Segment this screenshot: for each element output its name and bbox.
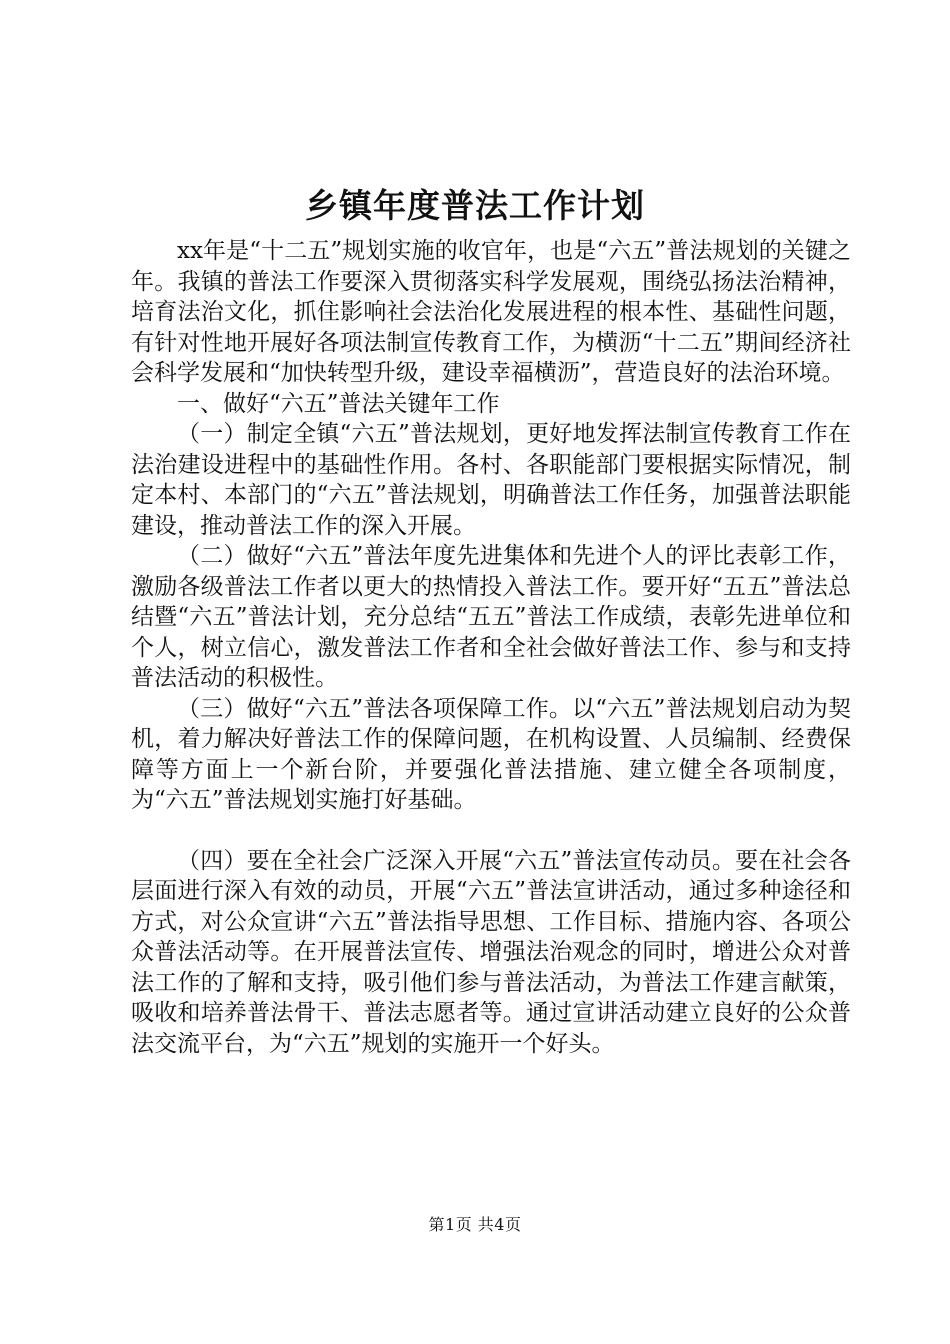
item-3-paragraph: （三）做好“六五”普法各项保障工作。以“六五”普法规划启动为契机，着力解决好普法工作的保障问题，在机构设置、人员编制、经费保障等方面上一个新台阶，并要强化普法措施、建立健全各项制度，为“六五”普法规划实施打好基础。 xyxy=(131,695,851,813)
item-2-paragraph: （二）做好“六五”普法年度先进集体和先进个人的评比表彰工作，激励各级普法工作者以更大的热情投入普法工作。要开好“五五”普法总结暨“六五”普法计划，充分总结“五五”普法工作成绩，表彰先进单位和个人，树立信心，激发普法工作者和全社会做好普法工作、参与和支持普法活动的积极性。 xyxy=(131,543,851,691)
item-1-paragraph: （一）制定全镇“六五”普法规划，更好地发挥法制宣传教育工作在法治建设进程中的基础性作用。各村、各职能部门要根据实际情况，制定本村、本部门的“六五”普法规划，明确普法工作任务，加强普法职能建设，推动普法工作的深入开展。 xyxy=(131,421,851,539)
intro-paragraph: xx年是“十二五”规划实施的收官年，也是“六五”普法规划的关键之年。我镇的普法工作要深入贯彻落实科学发展观，围绕弘扬法治精神，培育法治文化，抓住影响社会法治化发展进程的根本性、基础性问题，有针对性地开展好各项法制宣传教育工作，为横沥“十二五”期间经济社会科学发展和“加快转型升级，建设幸福横沥”，营造良好的法治环境。 xyxy=(131,238,851,386)
document-title: 乡镇年度普法工作计划 xyxy=(305,186,645,225)
item-4-paragraph: （四）要在全社会广泛深入开展“六五”普法宣传动员。要在社会各层面进行深入有效的动员，开展“六五”普法宣讲活动，通过多种途径和方式，对公众宣讲“六五”普法指导思想、工作目标、措施内容、各项公众普法活动等。在开展普法宣传、增强法治观念的同时，增进公众对普法工作的了解和支持，吸引他们参与普法活动，为普法工作建言献策，吸收和培养普法骨干、普法志愿者等。通过宣讲活动建立良好的公众普法交流平台，为“六五”规划的实施开一个好头。 xyxy=(131,847,851,1057)
page-number-footer: 第1页 共4页 xyxy=(428,1215,522,1234)
document-body xyxy=(131,236,851,1059)
section-heading-1: 一、做好“六五”普法关键年工作 xyxy=(177,390,500,417)
paragraph-spacer xyxy=(131,816,851,846)
